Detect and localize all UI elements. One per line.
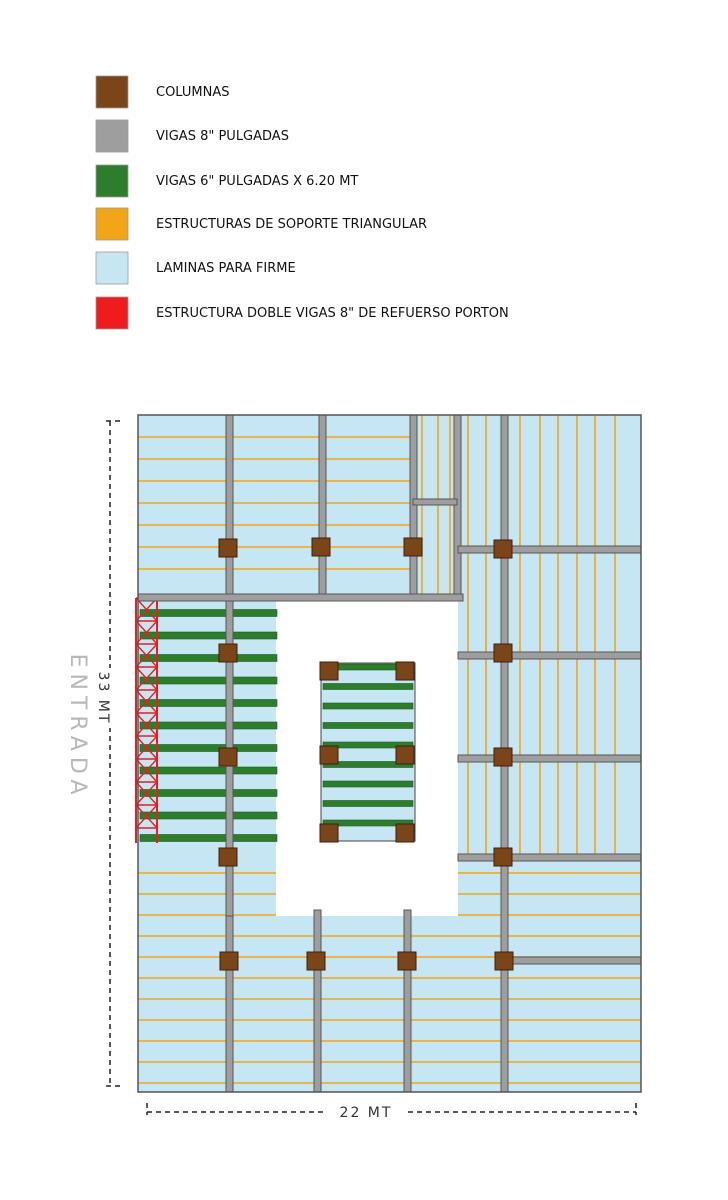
- gray-beam: [314, 910, 321, 1092]
- gray-beam: [413, 499, 457, 505]
- legend-label-5: LAMINAS PARA FIRME: [156, 261, 296, 276]
- green-beam: [323, 684, 413, 690]
- green-beam: [140, 812, 277, 819]
- column: [320, 746, 338, 764]
- green-beam: [140, 700, 277, 707]
- green-beam: [140, 790, 277, 797]
- column: [219, 748, 237, 766]
- legend-label-3: VIGAS 6" PULGADAS X 6.20 MT: [156, 174, 359, 189]
- legend-label-1: COLUMNAS: [156, 85, 230, 100]
- legend: [96, 76, 509, 329]
- column: [307, 952, 325, 970]
- floor-plan: [136, 415, 641, 1092]
- column: [396, 662, 414, 680]
- green-beam: [140, 610, 277, 617]
- gray-beam: [458, 755, 641, 762]
- gray-beam: [454, 415, 461, 598]
- brown-swatch-icon: [96, 76, 128, 108]
- column: [320, 662, 338, 680]
- red-swatch-icon: [96, 297, 128, 329]
- legend-label-4: ESTRUCTURAS DE SOPORTE TRIANGULAR: [156, 217, 428, 232]
- green-beam: [140, 745, 277, 752]
- column: [396, 824, 414, 842]
- gray-beam: [505, 957, 641, 964]
- column: [396, 746, 414, 764]
- green-beam: [323, 781, 413, 787]
- green-beam: [323, 723, 413, 729]
- column: [219, 848, 237, 866]
- gray-beam: [404, 910, 411, 1092]
- column: [494, 748, 512, 766]
- height-dimension-label: 33 MT: [95, 671, 111, 725]
- green-beam: [140, 677, 277, 684]
- legend-label-6: ESTRUCTURA DOBLE VIGAS 8" DE REFUERSO PORTON: [156, 306, 509, 321]
- gray-beam: [138, 594, 463, 601]
- column: [494, 540, 512, 558]
- orange-swatch-icon: [96, 208, 128, 240]
- gray-beam: [226, 415, 233, 916]
- gray-beam: [458, 546, 641, 553]
- column: [219, 539, 237, 557]
- column: [320, 824, 338, 842]
- column: [219, 644, 237, 662]
- green-beam: [140, 835, 277, 842]
- column: [494, 848, 512, 866]
- height-dimension-line: [106, 421, 121, 1086]
- gray-beam: [410, 415, 417, 598]
- green-beam: [323, 703, 413, 709]
- column: [495, 952, 513, 970]
- green-beam: [323, 801, 413, 807]
- column: [494, 644, 512, 662]
- column: [404, 538, 422, 556]
- green-beam: [140, 767, 277, 774]
- entrance-label: ENTRADA: [65, 653, 90, 801]
- green-beam: [140, 722, 277, 729]
- green-swatch-icon: [96, 165, 128, 197]
- column: [312, 538, 330, 556]
- gray-beam: [458, 854, 641, 861]
- green-beam: [140, 655, 277, 662]
- gray-swatch-icon: [96, 120, 128, 152]
- legend-label-2: VIGAS 8" PULGADAS: [156, 129, 289, 144]
- column: [220, 952, 238, 970]
- gray-beam: [319, 415, 326, 598]
- light-blue-swatch-icon: [96, 252, 128, 284]
- green-beam: [140, 632, 277, 639]
- width-dimension-label: 22 MT: [339, 1105, 393, 1121]
- gray-beam: [226, 916, 233, 1092]
- column: [398, 952, 416, 970]
- gray-beam: [458, 652, 641, 659]
